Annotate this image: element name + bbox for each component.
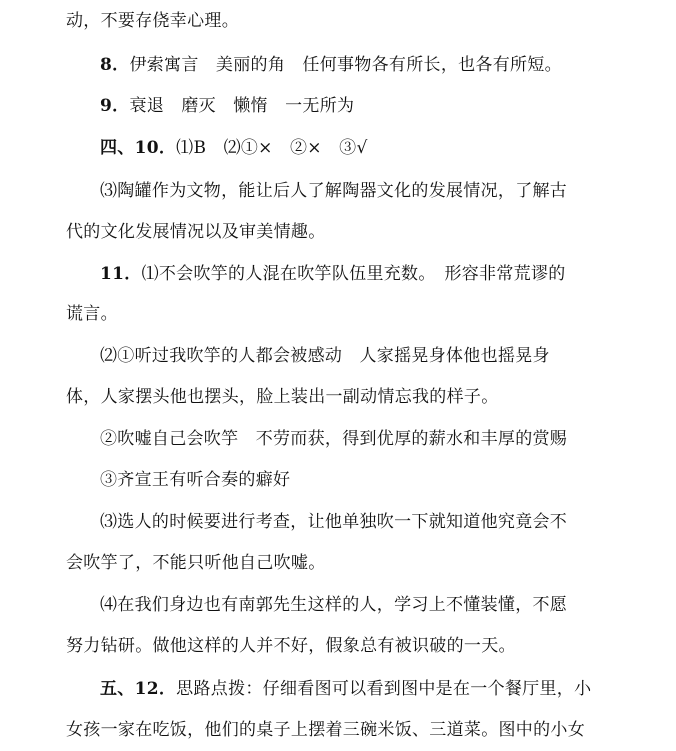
line-text: ⑴不会吹竽的人混在吹竽队伍里充数。 形容非常荒谬的 bbox=[141, 264, 566, 284]
line-text: 努力钻研。做他这样的人并不好，假象总有被识破的一天。 bbox=[66, 636, 516, 656]
answer-11-4-line-2 bbox=[66, 634, 516, 658]
line-text: 会吹竽了，不能只听他自己吹嘘。 bbox=[66, 553, 326, 573]
answer-11-3-line-2 bbox=[66, 551, 326, 575]
answer-11-line-2 bbox=[66, 302, 118, 326]
line-text: ②吹嘘自己会吹竽 不劳而获，得到优厚的薪水和丰厚的赏赐 bbox=[100, 429, 568, 449]
answer-11-4-line-1 bbox=[100, 593, 567, 617]
line-text: ⑴B ⑵①× ②× ③√ bbox=[176, 138, 368, 158]
answer-section-4-10 bbox=[100, 136, 368, 160]
answer-12-line-2 bbox=[66, 718, 585, 742]
answer-section-5-12 bbox=[100, 677, 591, 701]
answer-8 bbox=[100, 53, 562, 77]
line-text: ⑷在我们身边也有南郭先生这样的人，学习上不懂装懂，不愿 bbox=[100, 595, 568, 615]
answer-10-3-line-1 bbox=[100, 179, 567, 203]
answer-11-2-item-2 bbox=[100, 427, 567, 451]
line-text: ⑶陶罐作为文物，能让后人了解陶器文化的发展情况，了解古 bbox=[100, 181, 568, 201]
answer-10-3-line-2 bbox=[66, 220, 326, 244]
line-text: 衰退 磨灭 懒惰 一无所为 bbox=[129, 96, 355, 116]
answer-11-2-line-1 bbox=[100, 344, 550, 368]
answer-11-line-1 bbox=[100, 262, 566, 286]
answer-11-2-item-3 bbox=[100, 468, 290, 492]
line-text: ⑶选人的时候要进行考查，让他单独吹一下就知道他究竟会不 bbox=[100, 512, 568, 532]
line-text: 思路点拨：仔细看图可以看到图中是在一个餐厅里，小 bbox=[176, 679, 592, 699]
line-text: 体，人家摆头他也摆头，脸上装出一副动情忘我的样子。 bbox=[66, 387, 499, 407]
line-text: ⑵①听过我吹竽的人都会被感动 人家摇晃身体他也摇晃身 bbox=[100, 346, 550, 366]
item-number: 四、10． bbox=[100, 138, 177, 158]
item-number: 11． bbox=[100, 264, 142, 284]
item-number: 8． bbox=[100, 55, 130, 75]
line-text: 女孩一家在吃饭，他们的桌子上摆着三碗米饭、三道菜。图中的小女 bbox=[66, 720, 585, 740]
answer-9 bbox=[100, 94, 354, 118]
line-text: 谎言。 bbox=[66, 304, 118, 324]
answer-11-2-line-2 bbox=[66, 385, 499, 409]
item-number: 五、12． bbox=[100, 679, 177, 699]
answer-11-3-line-1 bbox=[100, 510, 567, 534]
line-text: 动，不要存侥幸心理。 bbox=[66, 11, 239, 31]
line-text: 伊索寓言 美丽的角 任何事物各有所长，也各有所短。 bbox=[129, 55, 562, 75]
text-line-1 bbox=[66, 9, 239, 33]
item-number: 9． bbox=[100, 96, 130, 116]
line-text: ③齐宣王有听合奏的癖好 bbox=[100, 470, 291, 490]
line-text: 代的文化发展情况以及审美情趣。 bbox=[66, 222, 326, 242]
